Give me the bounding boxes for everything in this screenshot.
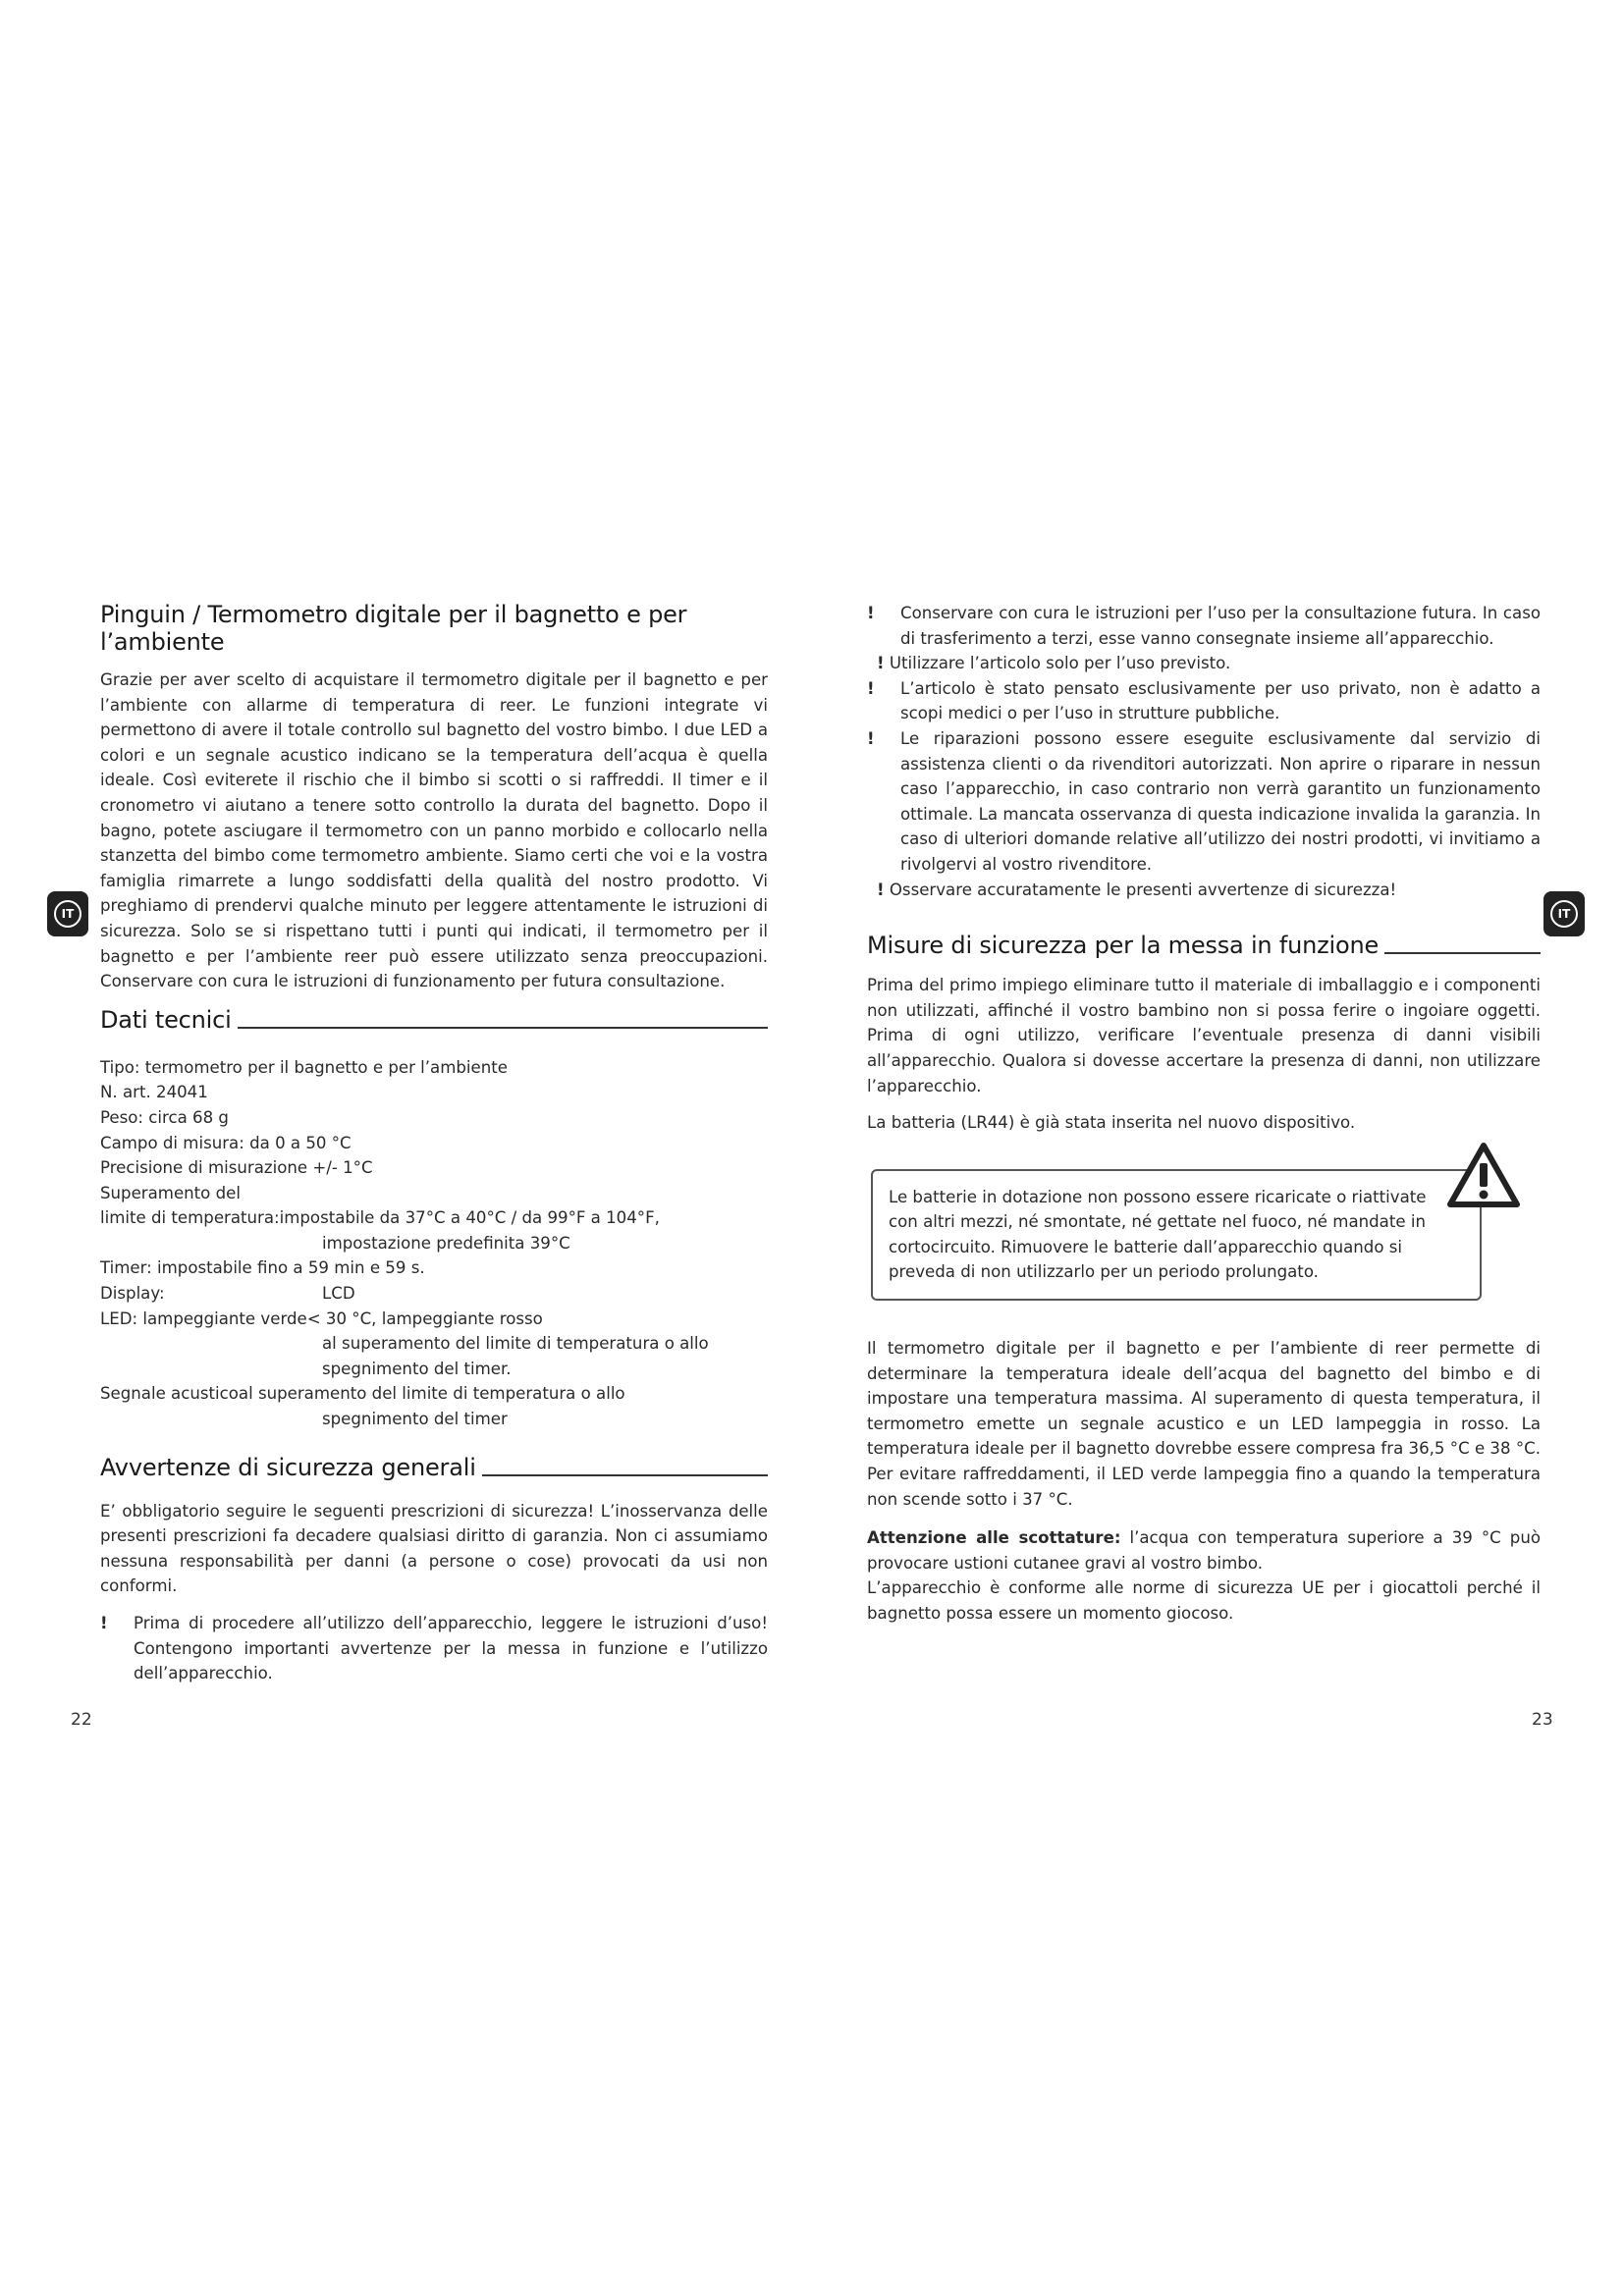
spec-display-value: LCD [322, 1284, 355, 1304]
warning-item [867, 651, 1541, 676]
battery-notice-text: Le batterie in dotazione non possono essere ricaricate o riattivate con altri mezzi, né smontate, né gettate nel fuoco, né mandate in cortocircuito. Rimuovere le batterie dall’apparecchio quando si preveda di non utilizzarlo per un periodo prolungato. [889, 1187, 1427, 1282]
scald-label: Attenzione alle scottature: [867, 1528, 1121, 1548]
specs-heading [100, 1006, 768, 1034]
warning-mark: ! [877, 880, 885, 899]
left-page [100, 601, 768, 1686]
startup-paragraph: Prima del primo impiego eliminare tutto il materiale di imballaggio e i componenti non utilizzati, affinché il vostro bambino non si possa ferire o ingoiare oggetti. Prima di ogni utilizzo, verificare l’eventuale presenza di danni visibili all’apparecchio. Qualora si dovesse accertare la presenza di danni, non utilizzare l’apparecchio. [867, 976, 1541, 1095]
scald-text: l’acqua con temperatura superiore a 39 °C può provocare ustioni cutanee gravi al vostro bimbo. [867, 1528, 1541, 1573]
heading-rule [238, 1027, 768, 1029]
startup-heading [867, 932, 1541, 959]
warning-text: Utilizzare l’articolo solo per l’uso previsto. [889, 654, 1231, 673]
spec-led [100, 1307, 768, 1332]
spec-segnale [100, 1381, 768, 1407]
warning-text: L’articolo è stato pensato esclusivamente per uso privato, non è adatto a scopi medici o per l’uso in strutture pubbliche. [900, 678, 1541, 723]
spec-limite-value: impostabile da 37°C a 40°C / da 99°F a 104°F, [279, 1208, 660, 1228]
spec-timer: Timer: impostabile fino a 59 min e 59 s. [100, 1258, 425, 1278]
warning-item [867, 878, 1541, 903]
warning-mark: ! [877, 654, 885, 673]
spec-led-line2: al superamento del limite di temperatura o allo [322, 1334, 709, 1354]
spec-segnale-line2: spegnimento del timer [322, 1410, 508, 1429]
page-number-left: 22 [71, 1710, 92, 1730]
spec-led-value: < 30 °C, lampeggiante rosso [306, 1308, 543, 1328]
function-paragraph: Il termometro digitale per il bagnetto e per l’ambiente di reer permette di determinare la temperatura ideale dell’acqua del bagnetto del bimbo e di impostare una temperatura massima. Al superamento di questa temperatura, il termometro emette un segnale acustico e un LED lampeggia in rosso. La temperatura ideale per il bagnetto dovrebbe essere compresa fra 36,5 °C e 38 °C. Per evitare raffreddamenti, il LED verde lampeggia fino a quando la temperatura non scende sotto i 37 °C. [867, 1339, 1541, 1509]
specs-list [100, 1055, 768, 1432]
warning-mark: ! [100, 1614, 108, 1632]
warning-mark: ! [867, 604, 875, 622]
warning-mark: ! [867, 728, 875, 748]
spec-segnale-label: Segnale acustico [100, 1384, 239, 1404]
warning-text: Prima di procedere all’utilizzo dell’apparecchio, leggere le istruzioni d’uso! Contengono importanti avvertenze per la messa in funzione e l’utilizzo dell’apparecchio. [134, 1614, 768, 1683]
spec-led-line3: spegnimento del timer. [322, 1359, 512, 1378]
spec-limite [100, 1205, 768, 1231]
intro-paragraph: Grazie per aver scelto di acquistare il termometro digitale per il bagnetto e per l’ambiente con allarme di temperatura di reer. Le funzioni integrate vi permettono di avere il totale controllo sul bagnetto del vostro bimbo. I due LED a colori e un segnale acustico indicano se la temperatura dell’acqua è quella ideale. Così eviterete il rischio che il bimbo si scotti o si raffreddi. Il timer e il cronometro vi aiutano a tenere sotto controllo la durata del bagnetto. Dopo il bagno, potete asciugare il termometro con un panno morbido e collocarlo nella stanzetta del bimbo come termometro ambiente. Siamo certi che voi e la vostra famiglia rimarrete a lungo soddisfatti della qualità del nostro prodotto. Vi preghiamo di prendervi qualche minuto per leggere attentamente le istruzioni di sicurezza. Solo se si rispettano tutti i punti qui indicati, il termometro per il bagnetto e per l’ambiente reer può essere utilizzato senza preoccupazioni. Conservare con cura le istruzioni di funzionamento per futura consultazione. [100, 670, 768, 991]
specs-heading-text: Dati tecnici [100, 1005, 232, 1034]
spec-display [100, 1281, 768, 1307]
warning-item [867, 726, 1541, 878]
language-code: IT [1550, 900, 1578, 928]
conformity-paragraph: L’apparecchio è conforme alle norme di sicurezza UE per i giocattoli perché il bagnetto possa essere un momento giocoso. [867, 1578, 1541, 1623]
startup-heading-text: Misure di sicurezza per la messa in funzione [867, 932, 1380, 960]
right-page [867, 601, 1541, 1627]
language-code: IT [54, 900, 81, 928]
safety-intro: E’ obbligatorio seguire le seguenti prescrizioni di sicurezza! L’inosservanza delle presenti prescrizioni fa decadere qualsiasi diritto di garanzia. Non ci assumiamo nessuna responsabilità per danni (a persone o cose) provocati da usi non conformi. [100, 1501, 768, 1596]
warning-text: Osservare accuratamente le presenti avvertenze di sicurezza! [889, 880, 1397, 899]
safety-heading-text: Avvertenze di sicurezza generali [100, 1453, 476, 1481]
spec-precisione: Precisione di misurazione +/- 1°C [100, 1158, 373, 1178]
warning-item [867, 601, 1541, 651]
battery-notice-box [871, 1169, 1482, 1301]
page-title: Pinguin / Termometro digitale per il bagnetto e per l’ambiente [100, 601, 687, 656]
warning-item [100, 1611, 768, 1686]
spec-campo: Campo di misura: da 0 a 50 °C [100, 1133, 352, 1152]
spec-limite-label: limite di temperatura: [100, 1208, 280, 1228]
spec-art: N. art. 24041 [100, 1083, 208, 1102]
spec-limite-default: impostazione predefinita 39°C [322, 1233, 570, 1253]
battery-paragraph: La batteria (LR44) è già stata inserita nel nuovo dispositivo. [867, 1113, 1356, 1133]
warning-text: Conservare con cura le istruzioni per l’uso per la consultazione futura. In caso di trasferimento a terzi, esse vanno consegnate insieme all’apparecchio. [900, 604, 1541, 648]
warning-mark: ! [867, 678, 875, 698]
spec-segnale-value: al superamento del limite di temperatura o allo [238, 1384, 625, 1404]
page-number-right: 23 [1532, 1710, 1553, 1730]
warning-text: Le riparazioni possono essere eseguite esclusivamente dal servizio di assistenza clienti o da rivenditori autorizzati. Non aprire o riparare in nessun caso l’apparecchio, in caso contrario non verrà garantito un funzionamento ottimale. La mancata osservanza di questa indicazione invalida la garanzia. In caso di ulteriori domande relative all’utilizzo dei nostri prodotti, vi invitiamo a rivolgervi al vostro rivenditore. [900, 728, 1541, 874]
spec-led-label: LED: lampeggiante verde [100, 1308, 307, 1328]
heading-rule [482, 1474, 768, 1476]
scald-warning [867, 1525, 1541, 1575]
language-tab-right [1543, 891, 1585, 936]
spec-peso: Peso: circa 68 g [100, 1107, 229, 1127]
warning-triangle-icon [1446, 1142, 1521, 1208]
safety-heading [100, 1454, 768, 1481]
spec-tipo: Tipo: termometro per il bagnetto e per l’ambiente [100, 1057, 508, 1077]
warning-item [867, 676, 1541, 726]
language-tab-left [47, 891, 88, 936]
heading-rule [1384, 952, 1541, 954]
spec-superamento: Superamento del [100, 1183, 241, 1202]
spec-display-label: Display: [100, 1284, 165, 1304]
